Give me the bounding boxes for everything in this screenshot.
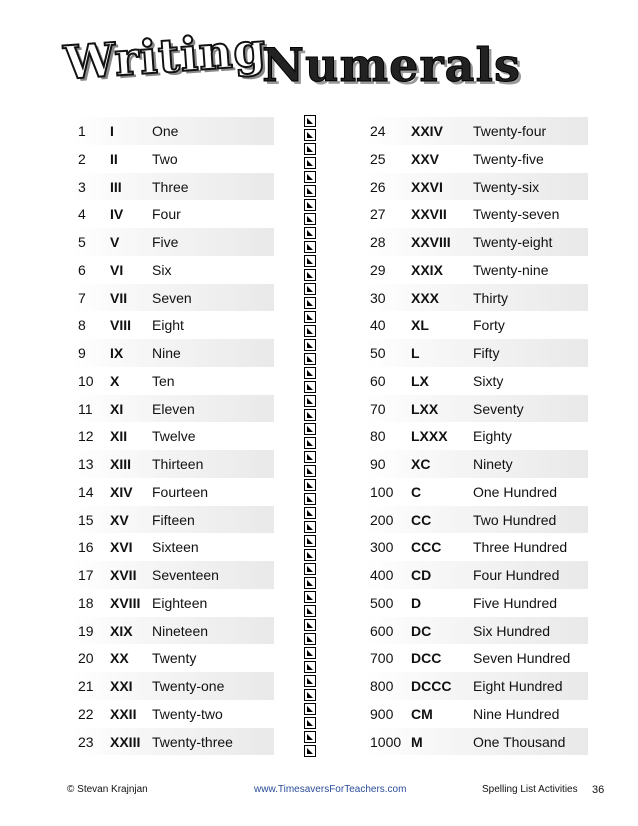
numeral-word: Nineteen <box>152 622 209 639</box>
numeral-num: 18 <box>78 594 94 611</box>
numeral-num: 6 <box>78 261 86 278</box>
numeral-word: Ninety <box>473 456 513 472</box>
numeral-roman: D <box>411 594 422 611</box>
table-row <box>364 478 588 506</box>
table-row <box>72 672 274 700</box>
checkbox-icon[interactable] <box>304 353 316 365</box>
numeral-roman: DC <box>411 622 432 639</box>
numeral-word: Two <box>152 150 178 167</box>
checkbox-icon[interactable] <box>304 689 316 701</box>
numeral-word: Nine Hundred <box>473 705 560 722</box>
numeral-word: Three Hundred <box>473 539 568 556</box>
numeral-roman: XXX <box>411 289 440 306</box>
table-row <box>72 533 274 561</box>
numeral-roman: L <box>411 345 420 361</box>
numeral-word: Nine <box>152 345 181 361</box>
checkbox-icon[interactable] <box>304 297 316 309</box>
numeral-roman: XI <box>110 400 124 417</box>
numeral-roman: LXXX <box>411 428 448 445</box>
table-row <box>72 506 274 534</box>
numeral-num: 1000 <box>370 733 402 750</box>
table-row <box>72 367 274 395</box>
checkbox-icon[interactable] <box>304 185 316 197</box>
numeral-roman: XXVI <box>411 178 443 195</box>
table-row <box>72 478 274 506</box>
checkbox-icon[interactable] <box>304 129 316 141</box>
numeral-word: Twelve <box>152 428 196 445</box>
numeral-roman: CM <box>411 705 433 722</box>
checkbox-icon[interactable] <box>304 563 316 575</box>
table-row <box>72 700 274 728</box>
page-footer <box>0 784 638 798</box>
numeral-word: Twenty-three <box>152 733 233 750</box>
checkbox-icon[interactable] <box>304 409 316 421</box>
numeral-word: Seven Hundred <box>473 650 571 667</box>
numeral-roman: XL <box>411 317 429 334</box>
checkbox-icon[interactable] <box>304 325 316 337</box>
numerals-table-left <box>72 117 274 755</box>
table-row <box>72 173 274 201</box>
numeral-roman: XIV <box>110 483 133 500</box>
checkbox-column <box>304 115 318 759</box>
title-numerals: Numerals <box>262 38 521 92</box>
footer-book-title: Spelling List Activities <box>482 784 578 795</box>
numeral-num: 15 <box>78 511 94 528</box>
table-row <box>364 145 588 173</box>
table-row <box>364 117 588 145</box>
numeral-roman: XXIX <box>411 261 443 278</box>
numeral-word: Six Hundred <box>473 622 551 639</box>
numeral-num: 8 <box>78 317 86 334</box>
numeral-roman: XIX <box>110 622 133 639</box>
footer-page-number: 36 <box>592 784 605 796</box>
numeral-word: Thirty <box>473 289 508 306</box>
table-row <box>364 533 588 561</box>
numeral-word: Five <box>152 234 179 250</box>
numeral-roman: XXVII <box>411 206 447 223</box>
numeral-num: 80 <box>370 428 386 445</box>
table-row <box>364 395 588 423</box>
numeral-num: 22 <box>78 705 94 722</box>
numeral-word: Eighty <box>473 428 512 445</box>
table-row <box>364 173 588 201</box>
table-row <box>72 284 274 312</box>
table-row <box>364 200 588 228</box>
numeral-num: 26 <box>370 178 386 195</box>
numeral-roman: VI <box>110 261 124 278</box>
checkbox-icon[interactable] <box>304 437 316 449</box>
numeral-roman: C <box>411 483 422 500</box>
numeral-roman: V <box>110 234 120 250</box>
numeral-roman: III <box>110 178 122 195</box>
numeral-word: Fourteen <box>152 483 209 500</box>
checkbox-icon[interactable] <box>304 241 316 253</box>
numeral-word: Eight <box>152 317 184 334</box>
numeral-num: 700 <box>370 650 394 667</box>
table-row <box>364 228 588 256</box>
numeral-word: Four <box>152 206 181 223</box>
table-row <box>72 117 274 145</box>
numeral-roman: DCCC <box>411 678 452 694</box>
checkbox-icon[interactable] <box>304 367 316 379</box>
table-row <box>72 422 274 450</box>
numeral-num: 20 <box>78 650 94 667</box>
table-row <box>364 561 588 589</box>
checkbox-icon[interactable] <box>304 549 316 561</box>
numeral-roman: CD <box>411 567 432 583</box>
numeral-word: Five Hundred <box>473 594 558 611</box>
numeral-roman: XVII <box>110 567 137 583</box>
table-row <box>72 200 274 228</box>
checkbox-icon[interactable] <box>304 395 316 407</box>
checkbox-icon[interactable] <box>304 269 316 281</box>
checkbox-icon[interactable] <box>304 535 316 547</box>
numeral-num: 7 <box>78 289 86 306</box>
numeral-num: 24 <box>370 123 386 139</box>
numeral-word: Seven <box>152 289 192 306</box>
table-row <box>364 284 588 312</box>
checkbox-icon[interactable] <box>304 647 316 659</box>
footer-url[interactable]: www.TimesaversForTeachers.com <box>254 784 407 795</box>
table-row <box>364 672 588 700</box>
table-row <box>364 450 588 478</box>
table-row <box>364 617 588 645</box>
checkbox-icon[interactable] <box>304 619 316 631</box>
numeral-roman: XX <box>110 650 129 667</box>
numeral-num: 400 <box>370 567 394 583</box>
numeral-word: One <box>152 123 179 139</box>
numeral-word: One Thousand <box>473 733 566 750</box>
numeral-word: Twenty <box>152 650 197 667</box>
numeral-num: 70 <box>370 400 386 417</box>
title-writing: Writing <box>62 21 269 90</box>
checkbox-icon[interactable] <box>304 227 316 239</box>
numeral-num: 19 <box>78 622 94 639</box>
numeral-roman: DCC <box>411 650 442 667</box>
numeral-word: Twenty-six <box>473 178 540 195</box>
table-row <box>364 367 588 395</box>
numeral-roman: XV <box>110 511 129 528</box>
numeral-roman: XC <box>411 456 431 472</box>
numeral-roman: VIII <box>110 317 132 334</box>
table-row <box>72 311 274 339</box>
numeral-num: 40 <box>370 317 386 334</box>
checkbox-icon[interactable] <box>304 423 316 435</box>
checkbox-icon[interactable] <box>304 157 316 169</box>
numeral-num: 14 <box>78 483 94 500</box>
table-row <box>364 311 588 339</box>
checkbox-icon[interactable] <box>304 451 316 463</box>
numeral-word: Three <box>152 178 189 195</box>
table-row <box>72 339 274 367</box>
numeral-roman: VII <box>110 289 128 306</box>
numeral-roman: XIII <box>110 456 132 472</box>
numeral-num: 16 <box>78 539 94 556</box>
numeral-word: One Hundred <box>473 483 558 500</box>
checkbox-icon[interactable] <box>304 507 316 519</box>
table-row <box>364 339 588 367</box>
numeral-roman: XVIII <box>110 594 141 611</box>
checkbox-icon[interactable] <box>304 283 316 295</box>
checkbox-icon[interactable] <box>304 171 316 183</box>
numeral-roman: LXX <box>411 400 439 417</box>
numeral-num: 28 <box>370 234 386 250</box>
numeral-word: Twenty-four <box>473 123 547 139</box>
checkbox-icon[interactable] <box>304 717 316 729</box>
numeral-word: Twenty-one <box>152 678 225 694</box>
numeral-roman: CCC <box>411 539 442 556</box>
numeral-roman: XXVIII <box>411 234 451 250</box>
numeral-word: Seventy <box>473 400 524 417</box>
numeral-roman: XXV <box>411 150 440 167</box>
checkbox-icon[interactable] <box>304 143 316 155</box>
numeral-num: 600 <box>370 622 394 639</box>
numeral-num: 23 <box>78 733 94 750</box>
table-row <box>72 617 274 645</box>
checkbox-icon[interactable] <box>304 703 316 715</box>
numeral-word: Fifty <box>473 345 500 361</box>
table-row <box>72 728 274 756</box>
numeral-roman: XII <box>110 428 128 445</box>
table-row <box>72 561 274 589</box>
numeral-num: 60 <box>370 372 386 389</box>
numeral-word: Twenty-seven <box>473 206 560 223</box>
numeral-word: Sixty <box>473 372 504 389</box>
numeral-word: Twenty-eight <box>473 234 553 250</box>
numeral-word: Seventeen <box>152 567 219 583</box>
checkbox-icon[interactable] <box>304 577 316 589</box>
numeral-roman: XXII <box>110 705 137 722</box>
checkbox-icon[interactable] <box>304 605 316 617</box>
checkbox-icon[interactable] <box>304 311 316 323</box>
checkbox-icon[interactable] <box>304 199 316 211</box>
numeral-num: 21 <box>78 678 94 694</box>
numeral-word: Eleven <box>152 400 195 417</box>
numeral-word: Twenty-nine <box>473 261 549 278</box>
page-title <box>60 22 580 102</box>
numeral-roman: IX <box>110 345 124 361</box>
checkbox-icon[interactable] <box>304 381 316 393</box>
checkbox-icon[interactable] <box>304 465 316 477</box>
numeral-num: 1 <box>78 123 86 139</box>
numeral-roman: XXIII <box>110 733 141 750</box>
table-row <box>72 228 274 256</box>
footer-copyright: © Stevan Krajnjan <box>67 784 148 795</box>
checkbox-icon[interactable] <box>304 493 316 505</box>
numeral-roman: XXI <box>110 678 133 694</box>
table-row <box>72 145 274 173</box>
numeral-num: 9 <box>78 345 86 361</box>
table-row <box>364 644 588 672</box>
checkbox-icon[interactable] <box>304 591 316 603</box>
numeral-num: 5 <box>78 234 86 250</box>
numeral-word: Forty <box>473 317 505 334</box>
numeral-word: Sixteen <box>152 539 199 556</box>
numeral-roman: XVI <box>110 539 133 556</box>
numeral-word: Six <box>152 261 172 278</box>
table-row <box>72 644 274 672</box>
numeral-num: 25 <box>370 150 386 167</box>
table-row <box>364 422 588 450</box>
numeral-roman: I <box>110 123 114 139</box>
checkbox-icon[interactable] <box>304 731 316 743</box>
numeral-num: 17 <box>78 567 94 583</box>
numeral-num: 90 <box>370 456 386 472</box>
numeral-num: 11 <box>78 400 93 417</box>
table-row <box>364 256 588 284</box>
numeral-num: 500 <box>370 594 394 611</box>
numeral-word: Eight Hundred <box>473 678 563 694</box>
table-row <box>72 589 274 617</box>
numeral-num: 13 <box>78 456 94 472</box>
numeral-num: 300 <box>370 539 394 556</box>
numeral-num: 2 <box>78 150 86 167</box>
checkbox-icon[interactable] <box>304 661 316 673</box>
numeral-num: 12 <box>78 428 94 445</box>
numeral-roman: M <box>411 733 423 750</box>
numeral-roman: CC <box>411 511 432 528</box>
checkbox-icon[interactable] <box>304 479 316 491</box>
numeral-word: Four Hundred <box>473 567 560 583</box>
numeral-num: 100 <box>370 483 394 500</box>
numeral-word: Twenty-two <box>152 705 223 722</box>
checkbox-icon[interactable] <box>304 675 316 687</box>
numeral-num: 29 <box>370 261 386 278</box>
table-row <box>364 589 588 617</box>
checkbox-icon[interactable] <box>304 339 316 351</box>
checkbox-icon[interactable] <box>304 115 316 127</box>
numeral-word: Thirteen <box>152 456 204 472</box>
checkbox-icon[interactable] <box>304 633 316 645</box>
numeral-roman: X <box>110 372 120 389</box>
table-row <box>72 256 274 284</box>
numeral-roman: IV <box>110 206 124 223</box>
numeral-roman: LX <box>411 372 429 389</box>
numeral-roman: II <box>110 150 118 167</box>
numeral-num: 4 <box>78 206 86 223</box>
numeral-roman: XXIV <box>411 123 443 139</box>
checkbox-icon[interactable] <box>304 521 316 533</box>
numeral-word: Ten <box>152 372 175 389</box>
table-row <box>364 700 588 728</box>
numeral-num: 27 <box>370 206 386 223</box>
checkbox-icon[interactable] <box>304 255 316 267</box>
numeral-word: Eighteen <box>152 594 208 611</box>
numeral-num: 900 <box>370 705 394 722</box>
numeral-word: Fifteen <box>152 511 195 528</box>
table-row <box>72 450 274 478</box>
numeral-word: Two Hundred <box>473 511 557 528</box>
table-row <box>364 506 588 534</box>
numeral-num: 50 <box>370 345 386 361</box>
numerals-table-right <box>364 117 588 755</box>
numeral-num: 200 <box>370 511 394 528</box>
table-row <box>364 728 588 756</box>
checkbox-icon[interactable] <box>304 213 316 225</box>
numeral-num: 3 <box>78 178 86 195</box>
numeral-num: 800 <box>370 678 394 694</box>
numeral-num: 30 <box>370 289 386 306</box>
table-row <box>72 395 274 423</box>
checkbox-icon[interactable] <box>304 745 316 757</box>
numeral-num: 10 <box>78 372 94 389</box>
numeral-word: Twenty-five <box>473 150 544 167</box>
